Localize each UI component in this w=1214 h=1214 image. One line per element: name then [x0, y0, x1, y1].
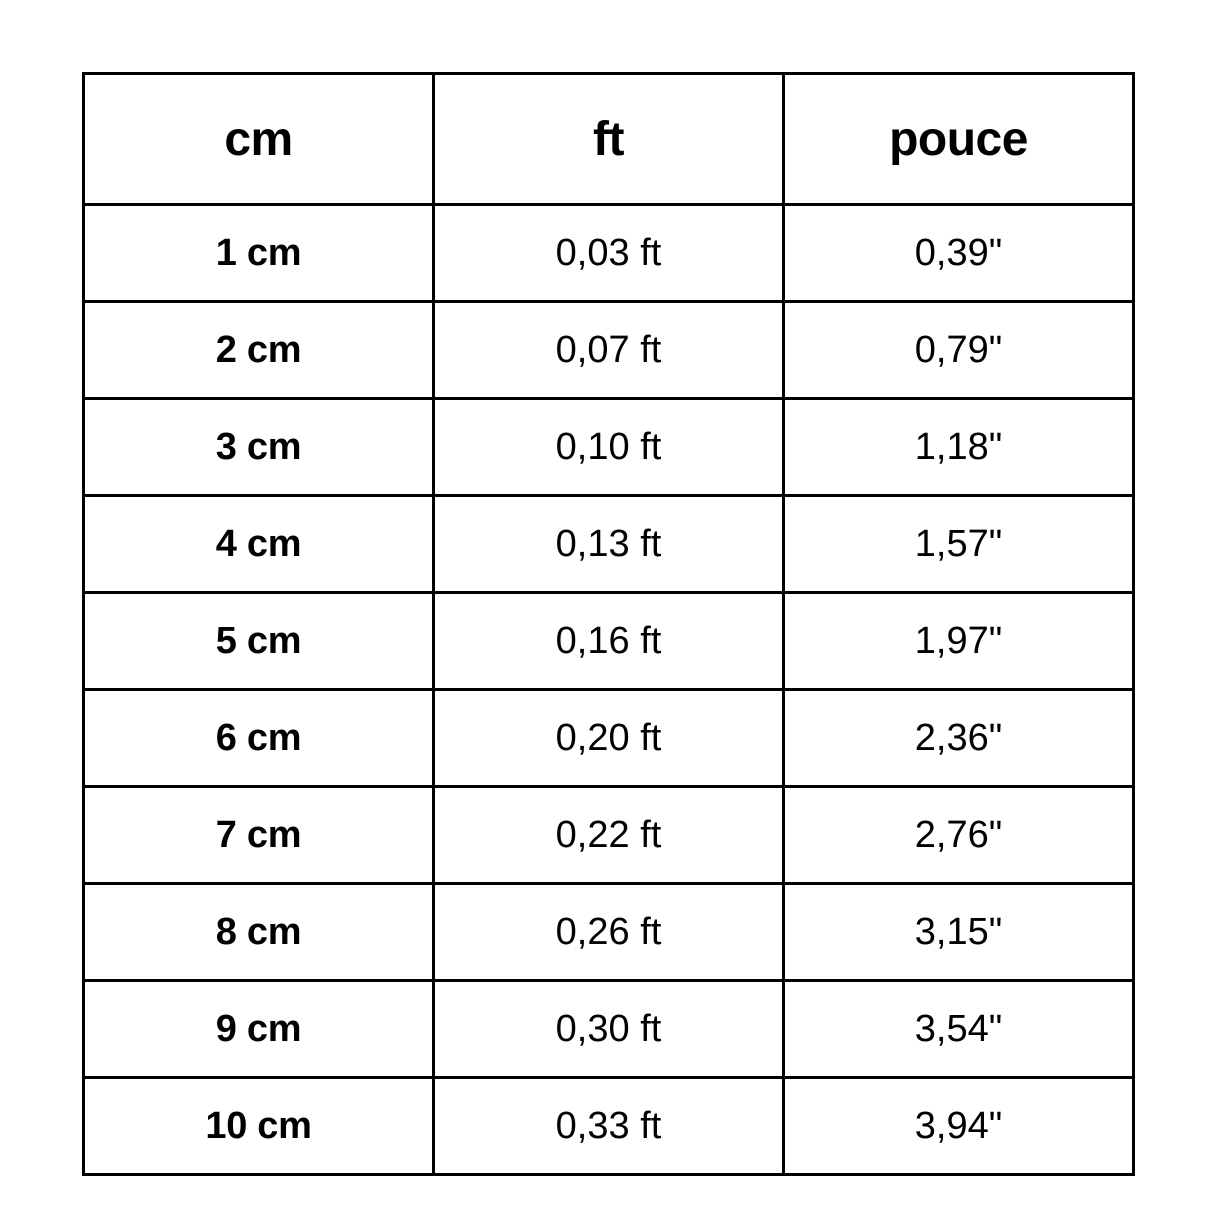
table-row [84, 690, 1134, 787]
table-container [82, 72, 1132, 1147]
cell-ft: 0,33 ft [434, 1078, 784, 1175]
cell-pouce: 1,18" [784, 399, 1134, 496]
cell-cm: 1 cm [84, 205, 434, 302]
table-row [84, 884, 1134, 981]
column-header-pouce: pouce [784, 74, 1134, 205]
cell-cm: 2 cm [84, 302, 434, 399]
cell-ft: 0,30 ft [434, 981, 784, 1078]
cell-pouce: 0,79" [784, 302, 1134, 399]
cell-pouce: 1,57" [784, 496, 1134, 593]
cell-pouce: 3,94" [784, 1078, 1134, 1175]
cell-ft: 0,16 ft [434, 593, 784, 690]
table-row [84, 981, 1134, 1078]
table-row [84, 205, 1134, 302]
cell-cm: 5 cm [84, 593, 434, 690]
table-row [84, 399, 1134, 496]
cell-ft: 0,26 ft [434, 884, 784, 981]
cell-ft: 0,20 ft [434, 690, 784, 787]
table-row [84, 496, 1134, 593]
cell-cm: 7 cm [84, 787, 434, 884]
cell-ft: 0,13 ft [434, 496, 784, 593]
cm-to-ft-inch-table [82, 72, 1135, 1176]
cell-cm: 4 cm [84, 496, 434, 593]
cell-ft: 0,22 ft [434, 787, 784, 884]
cell-cm: 6 cm [84, 690, 434, 787]
cell-pouce: 2,36" [784, 690, 1134, 787]
cell-cm: 10 cm [84, 1078, 434, 1175]
cell-pouce: 2,76" [784, 787, 1134, 884]
cell-ft: 0,10 ft [434, 399, 784, 496]
table-header-row [84, 74, 1134, 205]
cell-pouce: 0,39" [784, 205, 1134, 302]
cell-pouce: 3,54" [784, 981, 1134, 1078]
cell-cm: 3 cm [84, 399, 434, 496]
column-header-ft: ft [434, 74, 784, 205]
table-row [84, 302, 1134, 399]
cell-pouce: 3,15" [784, 884, 1134, 981]
table-body [84, 205, 1134, 1175]
table-row [84, 1078, 1134, 1175]
table-header [84, 74, 1134, 205]
cell-cm: 9 cm [84, 981, 434, 1078]
table-row [84, 593, 1134, 690]
table-row [84, 787, 1134, 884]
cell-pouce: 1,97" [784, 593, 1134, 690]
cell-ft: 0,07 ft [434, 302, 784, 399]
cell-cm: 8 cm [84, 884, 434, 981]
cell-ft: 0,03 ft [434, 205, 784, 302]
column-header-cm: cm [84, 74, 434, 205]
